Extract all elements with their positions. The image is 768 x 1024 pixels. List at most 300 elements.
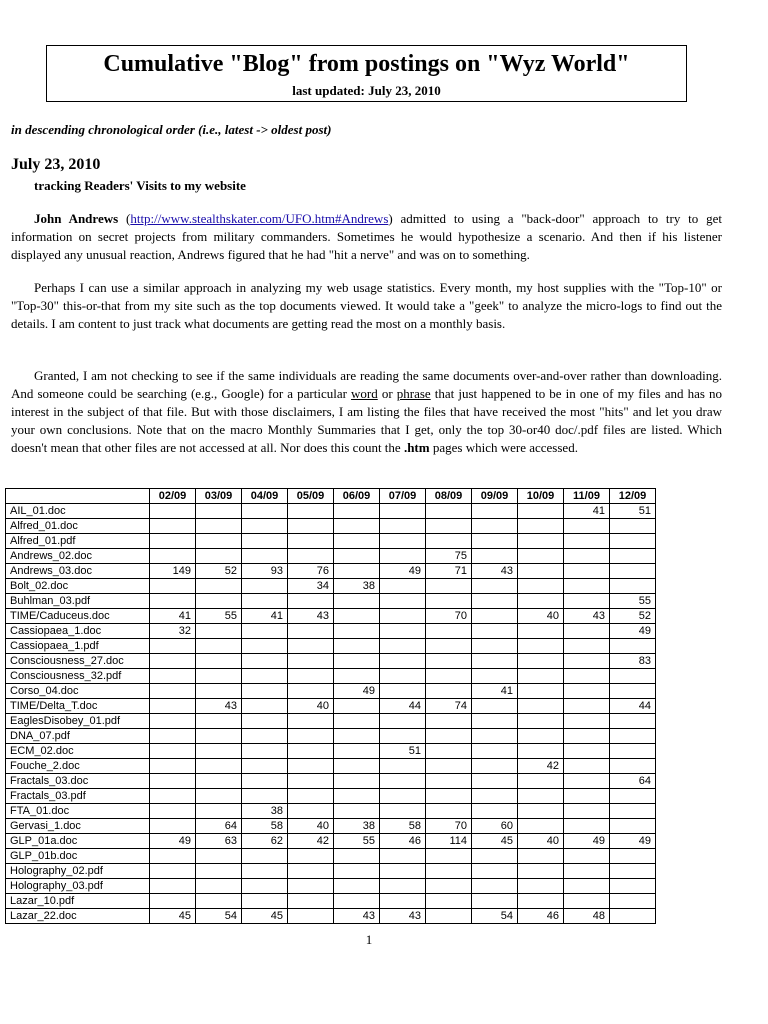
file-name-cell: TIME/Caduceus.doc <box>6 609 150 624</box>
visit-count-cell: 58 <box>380 819 426 834</box>
visit-count-cell <box>334 744 380 759</box>
visit-count-cell <box>564 669 610 684</box>
visit-count-cell: 64 <box>196 819 242 834</box>
visit-count-cell <box>472 714 518 729</box>
paragraph-1 <box>11 210 722 264</box>
paragraph-1-text: ) admitted to using a "back-door" approach to try to get information on secret projects from military commanders. Sometimes he would hypothesize a scenario. And then if his listener displayed any unusual reaction, Andrews figured that he had "hit a nerve" and was on to something. <box>11 211 722 262</box>
visit-count-cell <box>518 534 564 549</box>
visit-count-cell <box>150 819 196 834</box>
table-row <box>6 519 656 534</box>
visit-count-cell <box>242 789 288 804</box>
visit-count-cell: 38 <box>334 819 380 834</box>
visit-count-cell: 42 <box>518 759 564 774</box>
visit-count-cell: 45 <box>472 834 518 849</box>
visit-count-cell: 93 <box>242 564 288 579</box>
visit-count-cell <box>288 729 334 744</box>
visit-count-cell: 55 <box>334 834 380 849</box>
visit-count-cell <box>150 789 196 804</box>
visit-count-cell <box>288 654 334 669</box>
visit-count-cell <box>426 744 472 759</box>
file-name-cell: Fouche_2.doc <box>6 759 150 774</box>
visit-count-cell <box>610 519 656 534</box>
file-name-cell: Corso_04.doc <box>6 684 150 699</box>
visit-count-cell <box>242 639 288 654</box>
file-name-cell: FTA_01.doc <box>6 804 150 819</box>
visit-count-cell <box>196 789 242 804</box>
visit-count-cell <box>564 819 610 834</box>
visit-count-cell <box>334 669 380 684</box>
visit-count-cell <box>472 744 518 759</box>
visit-count-cell: 40 <box>518 609 564 624</box>
visit-count-cell: 58 <box>242 819 288 834</box>
visit-count-cell: 38 <box>334 579 380 594</box>
file-name-cell: EaglesDisobey_01.pdf <box>6 714 150 729</box>
visit-count-cell <box>610 789 656 804</box>
file-name-cell: AIL_01.doc <box>6 504 150 519</box>
visit-count-cell <box>518 789 564 804</box>
file-name-cell: Holography_03.pdf <box>6 879 150 894</box>
month-header: 05/09 <box>288 489 334 504</box>
visit-count-cell <box>288 894 334 909</box>
visit-count-cell: 49 <box>564 834 610 849</box>
visit-count-cell: 40 <box>518 834 564 849</box>
table-row <box>6 909 656 924</box>
visit-count-cell <box>288 744 334 759</box>
visit-count-cell <box>196 684 242 699</box>
visit-count-cell <box>196 849 242 864</box>
visit-count-cell <box>150 894 196 909</box>
visit-count-cell <box>380 549 426 564</box>
visit-count-cell <box>196 729 242 744</box>
visit-count-cell: 43 <box>380 909 426 924</box>
visit-count-cell <box>426 894 472 909</box>
table-row <box>6 789 656 804</box>
title-box <box>46 45 687 102</box>
visit-count-cell <box>518 579 564 594</box>
visit-count-cell <box>610 729 656 744</box>
visit-count-cell <box>426 714 472 729</box>
visit-count-cell <box>196 894 242 909</box>
visit-count-cell <box>288 789 334 804</box>
visit-count-cell <box>242 594 288 609</box>
visit-count-cell <box>518 654 564 669</box>
visit-count-cell <box>426 864 472 879</box>
visit-count-cell <box>610 759 656 774</box>
month-header: 11/09 <box>564 489 610 504</box>
visit-count-cell <box>518 594 564 609</box>
visit-count-cell <box>426 654 472 669</box>
visit-count-cell: 43 <box>472 564 518 579</box>
table-row <box>6 804 656 819</box>
visit-count-cell <box>564 894 610 909</box>
visit-count-cell <box>150 534 196 549</box>
month-header: 02/09 <box>150 489 196 504</box>
visit-count-cell <box>334 639 380 654</box>
visit-count-cell <box>472 504 518 519</box>
visit-count-cell <box>518 819 564 834</box>
visit-count-cell <box>242 864 288 879</box>
month-header: 04/09 <box>242 489 288 504</box>
file-name-cell: Gervasi_1.doc <box>6 819 150 834</box>
visit-count-cell <box>334 594 380 609</box>
header-corner <box>6 489 150 504</box>
visit-count-cell <box>380 774 426 789</box>
visit-count-cell <box>426 594 472 609</box>
paragraph-3-b: that just happened to be in one of my files and has no interest in the subject of that file. But with those disclaimers, I am listing the files that have received the most "hits" and let you draw your own conclusions. Note that on the macro Monthly Summaries that I get, only the top 30-or40 doc/.pdf files are listed. Which doesn't mean that other files are not accessed at all. Nor does this count the <box>11 386 722 455</box>
visit-count-cell <box>150 759 196 774</box>
visit-count-cell <box>518 849 564 864</box>
visit-count-cell <box>564 864 610 879</box>
table-row <box>6 819 656 834</box>
visit-count-cell <box>288 669 334 684</box>
visit-count-cell <box>196 864 242 879</box>
visit-count-cell <box>380 504 426 519</box>
visit-count-cell: 34 <box>288 579 334 594</box>
visit-count-cell <box>426 534 472 549</box>
visit-count-cell <box>610 864 656 879</box>
visit-count-cell <box>334 894 380 909</box>
visit-count-cell <box>564 699 610 714</box>
file-name-cell: ECM_02.doc <box>6 744 150 759</box>
visit-count-cell <box>564 579 610 594</box>
visit-count-cell <box>380 654 426 669</box>
visit-count-cell <box>334 714 380 729</box>
file-name-cell: GLP_01b.doc <box>6 849 150 864</box>
visit-count-cell <box>196 804 242 819</box>
visit-count-cell <box>564 759 610 774</box>
visit-count-cell: 44 <box>380 699 426 714</box>
visit-count-cell <box>564 639 610 654</box>
visit-count-cell <box>380 639 426 654</box>
visit-count-cell: 74 <box>426 699 472 714</box>
table-header-row <box>6 489 656 504</box>
visit-count-cell: 49 <box>610 834 656 849</box>
visit-count-cell <box>610 804 656 819</box>
month-header: 03/09 <box>196 489 242 504</box>
visit-count-cell <box>242 654 288 669</box>
visit-count-cell <box>380 864 426 879</box>
table-row <box>6 579 656 594</box>
andrews-link[interactable]: http://www.stealthskater.com/UFO.htm#Andrews <box>130 211 389 226</box>
visit-count-cell <box>196 504 242 519</box>
visit-count-cell <box>288 849 334 864</box>
visit-count-cell: 43 <box>196 699 242 714</box>
visit-count-cell <box>334 519 380 534</box>
visit-count-cell <box>242 714 288 729</box>
table-row <box>6 564 656 579</box>
paragraph-3-c: pages which were accessed. <box>429 440 578 455</box>
month-header: 07/09 <box>380 489 426 504</box>
visit-count-cell <box>288 714 334 729</box>
file-name-cell: Bolt_02.doc <box>6 579 150 594</box>
visit-count-cell <box>288 909 334 924</box>
visit-count-cell <box>242 669 288 684</box>
visits-table <box>5 488 656 924</box>
visit-count-cell <box>334 609 380 624</box>
visit-count-cell <box>426 684 472 699</box>
visit-count-cell <box>288 549 334 564</box>
visit-count-cell <box>196 744 242 759</box>
visit-count-cell <box>288 864 334 879</box>
visit-count-cell <box>518 504 564 519</box>
visit-count-cell <box>564 744 610 759</box>
visit-count-cell <box>242 759 288 774</box>
visit-count-cell <box>610 909 656 924</box>
visit-count-cell <box>150 849 196 864</box>
visit-count-cell: 54 <box>472 909 518 924</box>
visit-count-cell <box>426 789 472 804</box>
page-title: Cumulative "Blog" from postings on "Wyz World" <box>103 51 630 77</box>
visit-count-cell <box>472 789 518 804</box>
visit-count-cell <box>150 714 196 729</box>
visit-count-cell <box>288 624 334 639</box>
visit-count-cell: 83 <box>610 654 656 669</box>
table-body <box>6 504 656 924</box>
visit-count-cell <box>242 774 288 789</box>
file-name-cell: Fractals_03.pdf <box>6 789 150 804</box>
visit-count-cell: 63 <box>196 834 242 849</box>
file-name-cell: Fractals_03.doc <box>6 774 150 789</box>
visit-count-cell <box>380 684 426 699</box>
visit-count-cell <box>150 879 196 894</box>
visit-count-cell <box>242 534 288 549</box>
visit-count-cell <box>472 774 518 789</box>
visit-count-cell <box>472 759 518 774</box>
visit-count-cell <box>150 729 196 744</box>
visit-count-cell <box>196 549 242 564</box>
month-header: 06/09 <box>334 489 380 504</box>
visit-count-cell: 46 <box>518 909 564 924</box>
visit-count-cell <box>518 684 564 699</box>
visit-count-cell <box>150 699 196 714</box>
table-row <box>6 729 656 744</box>
visit-count-cell <box>196 669 242 684</box>
file-name-cell: Cassiopaea_1.pdf <box>6 639 150 654</box>
post-date: July 23, 2010 <box>11 156 101 173</box>
visit-count-cell <box>472 534 518 549</box>
visit-count-cell: 60 <box>472 819 518 834</box>
visit-count-cell: 42 <box>288 834 334 849</box>
visit-count-cell <box>196 654 242 669</box>
visit-count-cell <box>610 819 656 834</box>
visit-count-cell <box>426 639 472 654</box>
visit-count-cell <box>472 549 518 564</box>
visit-count-cell <box>472 864 518 879</box>
visit-count-cell <box>610 579 656 594</box>
visit-count-cell: 49 <box>150 834 196 849</box>
visit-count-cell <box>564 684 610 699</box>
file-name-cell: TIME/Delta_T.doc <box>6 699 150 714</box>
visit-count-cell <box>564 549 610 564</box>
visit-count-cell <box>242 729 288 744</box>
visit-count-cell <box>150 594 196 609</box>
table-row <box>6 699 656 714</box>
visit-count-cell <box>380 729 426 744</box>
paragraph-3 <box>11 367 722 457</box>
visit-count-cell <box>564 564 610 579</box>
visit-count-cell <box>564 774 610 789</box>
visit-count-cell <box>196 519 242 534</box>
table-row <box>6 534 656 549</box>
visit-count-cell <box>380 894 426 909</box>
visit-count-cell: 49 <box>380 564 426 579</box>
visit-count-cell <box>196 759 242 774</box>
visit-count-cell <box>472 729 518 744</box>
visit-count-cell <box>472 849 518 864</box>
table-row <box>6 609 656 624</box>
visit-count-cell <box>150 639 196 654</box>
visit-count-cell <box>610 714 656 729</box>
visit-count-cell <box>426 759 472 774</box>
visit-count-cell: 55 <box>610 594 656 609</box>
table-row <box>6 684 656 699</box>
visit-count-cell <box>334 849 380 864</box>
visit-count-cell <box>242 744 288 759</box>
visit-count-cell <box>242 849 288 864</box>
visit-count-cell <box>150 504 196 519</box>
visit-count-cell <box>150 669 196 684</box>
visit-count-cell <box>380 759 426 774</box>
visit-count-cell <box>150 654 196 669</box>
visit-count-cell <box>610 849 656 864</box>
visit-count-cell <box>518 714 564 729</box>
visit-count-cell <box>242 624 288 639</box>
visit-count-cell <box>288 639 334 654</box>
visit-count-cell <box>564 879 610 894</box>
visit-count-cell <box>426 519 472 534</box>
visit-count-cell: 52 <box>610 609 656 624</box>
visit-count-cell <box>564 519 610 534</box>
visit-count-cell <box>426 909 472 924</box>
visit-count-cell: 76 <box>288 564 334 579</box>
visit-count-cell <box>196 594 242 609</box>
visit-count-cell <box>610 744 656 759</box>
visit-count-cell <box>564 654 610 669</box>
visit-count-cell <box>150 744 196 759</box>
visit-count-cell <box>564 624 610 639</box>
visit-count-cell <box>288 534 334 549</box>
table-row <box>6 879 656 894</box>
visit-count-cell <box>564 849 610 864</box>
visit-count-cell: 70 <box>426 609 472 624</box>
month-header: 10/09 <box>518 489 564 504</box>
visit-count-cell <box>426 804 472 819</box>
visit-count-cell: 45 <box>150 909 196 924</box>
visit-count-cell <box>380 534 426 549</box>
visit-count-cell <box>196 774 242 789</box>
visit-count-cell <box>288 804 334 819</box>
visit-count-cell: 54 <box>196 909 242 924</box>
visit-count-cell <box>288 774 334 789</box>
visit-count-cell: 52 <box>196 564 242 579</box>
file-name-cell: DNA_07.pdf <box>6 729 150 744</box>
visit-count-cell <box>380 624 426 639</box>
visit-count-cell: 41 <box>472 684 518 699</box>
visit-count-cell <box>288 684 334 699</box>
visit-count-cell <box>334 864 380 879</box>
file-name-cell: Cassiopaea_1.doc <box>6 624 150 639</box>
visit-count-cell <box>334 504 380 519</box>
visit-count-cell <box>518 864 564 879</box>
visit-count-cell <box>564 714 610 729</box>
visit-count-cell <box>426 849 472 864</box>
visit-count-cell <box>334 549 380 564</box>
visit-count-cell <box>150 579 196 594</box>
visit-count-cell <box>564 789 610 804</box>
visit-count-cell: 44 <box>610 699 656 714</box>
htm-term: .htm <box>403 440 430 455</box>
visit-count-cell: 71 <box>426 564 472 579</box>
visit-count-cell <box>518 639 564 654</box>
visit-count-cell <box>610 684 656 699</box>
visit-count-cell <box>518 624 564 639</box>
visit-count-cell <box>242 579 288 594</box>
visit-count-cell: 51 <box>610 504 656 519</box>
visit-count-cell: 49 <box>610 624 656 639</box>
author-name: John Andrews <box>34 211 119 226</box>
visit-count-cell <box>518 519 564 534</box>
visit-count-cell: 70 <box>426 819 472 834</box>
visit-count-cell <box>150 774 196 789</box>
table-row <box>6 864 656 879</box>
table-row <box>6 894 656 909</box>
post-subtitle: tracking Readers' Visits to my website <box>34 178 246 193</box>
visit-count-cell <box>380 714 426 729</box>
visit-count-cell <box>518 669 564 684</box>
visit-count-cell <box>472 639 518 654</box>
visit-count-cell <box>334 729 380 744</box>
visit-count-cell: 43 <box>334 909 380 924</box>
visit-count-cell <box>426 879 472 894</box>
visit-count-cell: 38 <box>242 804 288 819</box>
visit-count-cell <box>564 594 610 609</box>
visit-count-cell: 45 <box>242 909 288 924</box>
visit-count-cell <box>380 789 426 804</box>
visit-count-cell <box>426 624 472 639</box>
table-row <box>6 504 656 519</box>
visit-count-cell <box>472 879 518 894</box>
visit-count-cell <box>150 684 196 699</box>
visit-count-cell <box>472 624 518 639</box>
paren-open: ( <box>118 211 131 226</box>
visit-count-cell <box>334 759 380 774</box>
visit-count-cell: 46 <box>380 834 426 849</box>
visit-count-cell <box>334 654 380 669</box>
visit-count-cell <box>564 729 610 744</box>
visit-count-cell: 114 <box>426 834 472 849</box>
visit-count-cell <box>242 894 288 909</box>
file-name-cell: Consciousness_32.pdf <box>6 669 150 684</box>
file-name-cell: Holography_02.pdf <box>6 864 150 879</box>
visit-count-cell <box>518 729 564 744</box>
visit-count-cell <box>380 519 426 534</box>
visit-count-cell: 48 <box>564 909 610 924</box>
visit-count-cell <box>610 669 656 684</box>
visit-count-cell <box>334 804 380 819</box>
visit-count-cell <box>472 699 518 714</box>
visit-count-cell <box>610 894 656 909</box>
visit-count-cell <box>196 714 242 729</box>
underlined-phrase: phrase <box>396 386 431 401</box>
visit-count-cell <box>380 804 426 819</box>
visit-count-cell: 41 <box>564 504 610 519</box>
visit-count-cell <box>564 534 610 549</box>
last-updated: last updated: July 23, 2010 <box>292 83 441 98</box>
visit-count-cell <box>150 549 196 564</box>
visit-count-cell: 55 <box>196 609 242 624</box>
visit-count-cell <box>610 549 656 564</box>
visit-count-cell <box>380 579 426 594</box>
